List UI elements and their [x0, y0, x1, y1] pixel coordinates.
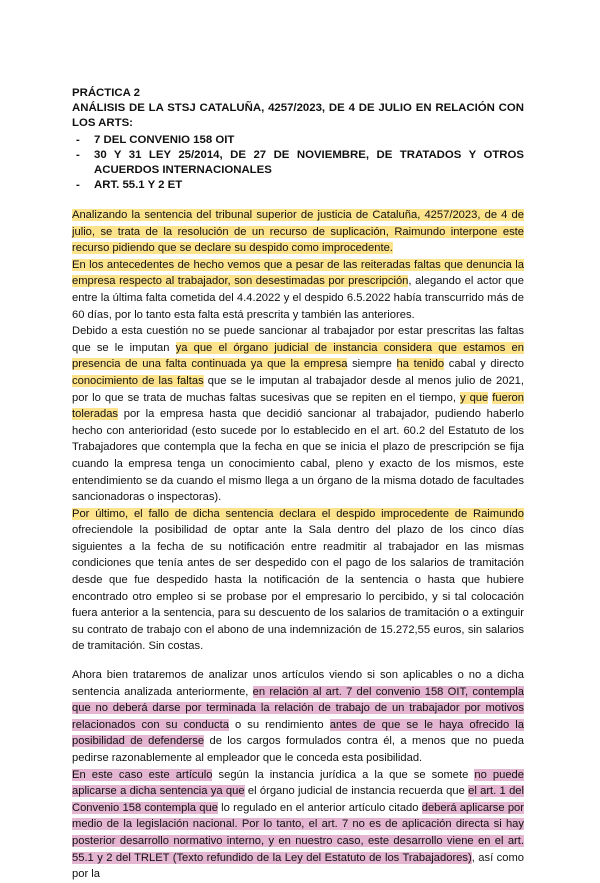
text-segment: que se le imputan al trabajador desde al menos julio de 2021, por lo que se trata de muchas faltas sucesivas que se repiten en el tiempo, [72, 374, 524, 404]
highlighted-text: deberá aplicarse por medio de la legislación nacional. Por lo tanto, el art. 7 no es de aplicación directa si hay posterior desarrollo normativo interno, y en nuestro caso, este desarrollo viene en el art. 55.1 y 2 del TRLET (Texto refundido de la Ley del Estatuto de los Trabajadores) [72, 801, 524, 864]
text-segment: ofreciendole la posibilidad de optar ante la Sala dentro del plazo de los cinco días siguientes a la fecha de su notificación entre readmitir al trabajador en las mismas condiciones que tenía antes de ser despedido con el pago de los salarios de tramitación desde que fue despedido hasta la notificación de la sentencia o hasta que hubiere encontrado otro empleo si se probase por el empresario lo percibido, y si tal colocación fuera anterior a la sentencia, para su descuento de los salarios de tramitación o a extinguir su contrato de trabajo con el abono de una indemnización de 15.272,55 euros, sin salarios de tramitación. Sin costas. [72, 524, 524, 653]
text-segment: , alegando el actor que entre la última falta cometida del 4.4.2022 y el despido 6.5.2022 había transcurrido más de 60 días, por lo tanto esta falta está prescrita y también las anteriores. [72, 275, 524, 321]
body-paragraph [72, 667, 524, 767]
highlighted-text: Analizando la sentencia del tribunal superior de justicia de Cataluña, 4257/2023, de 4 de julio, se trata de la resolución de un recurso de suplicación, Raimundo interpone este recurso pidiendo que se declare su despido como improcedente. [72, 209, 524, 255]
article-item: - ART. 55.1 Y 2 ET [72, 178, 524, 193]
body-paragraph [72, 207, 524, 257]
highlighted-text: Por último, el fallo de dicha sentencia declara el despido improcedente de Raimundo [72, 507, 524, 520]
text-segment: según la instancia jurídica a la que se somete [212, 768, 475, 781]
article-item: - 30 Y 31 LEY 25/2014, DE 27 DE NOVIEMBRE, DE TRATADOS Y OTROS ACUERDOS INTERNACIONALES [72, 148, 524, 178]
text-segment: Ahora bien trataremos de analizar unos artículos viendo si son aplicables o no a dicha sentencia analizada anteriormente, [72, 669, 524, 698]
title-block [72, 86, 524, 131]
body-paragraph [72, 506, 524, 655]
document-content [72, 86, 524, 883]
text-segment: lo regulado en el anterior artículo citado [217, 801, 422, 814]
highlighted-text: conocimiento de las faltas [72, 374, 204, 387]
text-segment: , así como por la [72, 851, 524, 881]
text-segment: por la empresa hasta que decidió sancionar al trabajador, pudiendo haberlo hecho con anterioridad (esto sucede por lo establecido en el art. 60.2 del Estatuto de los Trabajadores que contempla que la fecha en que se inicia el plazo de prescripción se fija cuando la empresa tenga un conocimiento cabal, pleno y exacto de los mismos, este entendimiento se da cuando el mismo llega a un órgano de la misma dotado de facultades sancionadoras o inspectoras). [72, 408, 524, 504]
text-segment: o su rendimiento [228, 718, 330, 731]
body-paragraph [72, 323, 524, 506]
text-segment: de los cargos formulados contra él, a menos que no pueda pedirse razonablemente al empleador que le conceda esta posibilidad. [72, 735, 524, 764]
highlighted-text: ya que el órgano judicial de instancia considera que estamos en presencia de una falta continuada ya que la empresa [72, 341, 524, 371]
highlighted-text: en relación al art. 7 del convenio 158 OIT, contempla que no deberá darse por terminada la relación de trabajo de un trabajador por motivos relacionados con su conducta [72, 685, 524, 731]
highlighted-text: ha tenido [396, 358, 445, 371]
analysis-heading: ANÁLISIS DE LA STSJ CATALUÑA, 4257/2023, DE 4 DE JULIO EN RELACIÓN CON LOS ARTS: [72, 102, 524, 129]
body-text [72, 207, 524, 883]
highlighted-text: y que [459, 391, 489, 404]
text-segment: Debido a esta cuestión no se puede sancionar al trabajador por estar prescritas las faltas que se le imputan [72, 325, 524, 354]
body-paragraph [72, 767, 524, 883]
highlighted-text: no puede aplicarse a dicha sentencia ya que [72, 768, 524, 798]
article-item: - 7 DEL CONVENIO 158 OIT [72, 133, 524, 148]
highlighted-text: En los antecedentes de hecho vemos que a pesar de las reiteradas faltas que denuncia la empresa respecto al trabajador, son desestimadas por prescripción [72, 258, 524, 288]
text-segment: siempre [347, 358, 397, 371]
body-paragraph [72, 257, 524, 323]
highlighted-text: el art. 1 del Convenio 158 contempla que [72, 785, 524, 814]
articles-list [72, 133, 524, 193]
text-segment: el órgano judicial de instancia recuerda que [244, 785, 469, 798]
practice-title: PRÁCTICA 2 [72, 87, 140, 99]
highlighted-text: fueron toleradas [72, 391, 524, 421]
highlighted-text: antes de que se le haya ofrecido la posibilidad de defenderse [72, 718, 524, 748]
highlighted-text: En este caso este artículo [72, 768, 213, 781]
text-segment: cabal y directo [444, 358, 524, 371]
